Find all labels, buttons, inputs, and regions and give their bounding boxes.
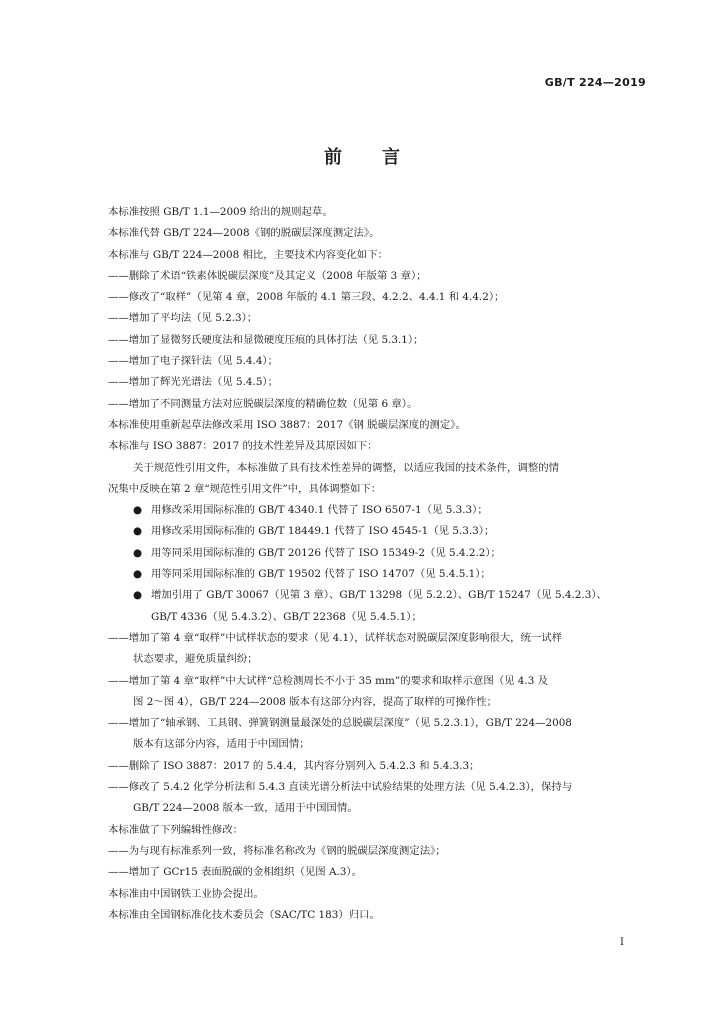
page-number: I [620,937,624,948]
text-line: 本标准代替 GB/T 224—2008《钢的脱碳层深度测定法》。 [108,227,380,240]
change-item: ——增加了 GCr15 表面脱碳的金相组织（见图 A.3）。 [108,866,362,879]
page-title: 前言 [324,147,440,168]
change-item: ——删除了 ISO 3887：2017 的 5.4.4，其内容分别列入 5.4.2.3 和 5.4.3.3； [108,759,480,772]
text-line: 本标准与 GB/T 224—2008 相比，主要技术内容变化如下： [108,248,388,261]
bullet-icon: ● [133,589,143,602]
change-item-continuation: GB/T 224—2008 版本一致，适用于中国国情。 [133,802,358,815]
change-item: ——增加了“轴承钢、工具钢、弹簧钢测量最深处的总脱碳层深度”（见 5.2.3.1），GB/T 224—2008 [108,717,572,730]
change-item: ——增加了电子探针法（见 5.4.4）； [108,355,279,368]
bullet-item: ● 用修改采用国际标准的 GB/T 18449.1 代替了 ISO 4545-1（见 5.3.3）； [108,521,648,542]
change-item: ——修改了“取样”（见第 4 章，2008 年版的 4.1 第三段、4.2.2、4.4.1 和 4.4.2）； [108,291,505,304]
foreword-body [108,202,648,926]
change-item: ——删除了术语“铁素体脱碳层深度”及其定义（2008 年版第 3 章）； [108,269,427,282]
change-item: ——修改了 5.4.2 化学分析法和 5.4.3 直读光谱分析法中试验结果的处理方法（见 5.4.2.3），保持与 [108,781,573,794]
bullet-icon: ● [133,546,143,559]
change-item: ——增加了第 4 章“取样”中试样状态的要求（见 4.1），试样状态对脱碳层深度影响很大，统一试样 [108,631,563,644]
bullet-icon: ● [133,568,143,581]
bullet-item: ● 用等同采用国际标准的 GB/T 19502 代替了 ISO 14707（见 5.4.5.1）； [108,564,648,585]
change-item: ——增加了第 4 章“取样”中大试样“总检测周长不小于 35 mm”的要求和取样示意图（见 4.3 及 [108,674,549,687]
change-item-continuation: 状态要求，避免质量纠纷； [133,653,258,666]
text-line: 本标准做了下列编辑性修改： [108,823,244,836]
bullet-item: ● 用修改采用国际标准的 GB/T 4340.1 代替了 ISO 6507-1（见 5.3.3）； [108,500,648,521]
change-item: ——增加了不同测量方法对应脱碳层深度的精确位数（见第 6 章）。 [108,397,418,410]
change-item-continuation: 图 2～图 4），GB/T 224—2008 版本有这部分内容，提高了取样的可操作性； [133,695,498,708]
intro-line: 况集中反映在第 2 章“规范性引用文件”中，具体调整如下： [108,482,382,495]
intro-line: 关于规范性引用文件，本标准做了具有技术性差异的调整，以适应我国的技术条件，调整的情 [133,461,560,474]
change-item: ——增加了辉光光谱法（见 5.4.5）； [108,376,279,389]
text-line: 本标准由全国钢标准化技术委员会（SAC/TC 183）归口。 [108,908,380,921]
text-line: 本标准使用重新起草法修改采用 ISO 3887：2017《钢 脱碳层深度的测定》。 [108,418,466,431]
text-line: 本标准与 ISO 3887：2017 的技术性差异及其原因如下： [108,440,378,453]
change-item: ——增加了平均法（见 5.2.3）； [108,312,258,325]
bullet-item: ● 增加引用了 GB/T 30067（见第 3 章）、GB/T 13298（见 5.2.2）、GB/T 15247（见 5.4.2.3）、 [108,585,648,606]
text-line: 本标准按照 GB/T 1.1—2009 给出的规则起草。 [108,206,333,218]
standard-number: GB/T 224—2019 [544,76,646,89]
change-item-continuation: 版本有这部分内容，适用于中国国情； [133,738,310,751]
change-item: ——为与现有标准系列一致，将标准名称改为《钢的脱碳层深度测定法》； [108,844,446,857]
bullet-icon: ● [133,525,143,538]
bullet-item: ● 用等同采用国际标准的 GB/T 20126 代替了 ISO 15349-2（见 5.4.2.2）； [108,543,648,564]
text-line: 本标准由中国钢铁工业协会提出。 [108,887,264,900]
change-item: ——增加了显微努氏硬度法和显微硬度压痕的具体打法（见 5.3.1）； [108,333,424,346]
bullet-icon: ● [133,504,143,517]
bullet-item-continuation: GB/T 4336（见 5.4.3.2）、GB/T 22368（见 5.4.5.1）； [151,610,422,623]
